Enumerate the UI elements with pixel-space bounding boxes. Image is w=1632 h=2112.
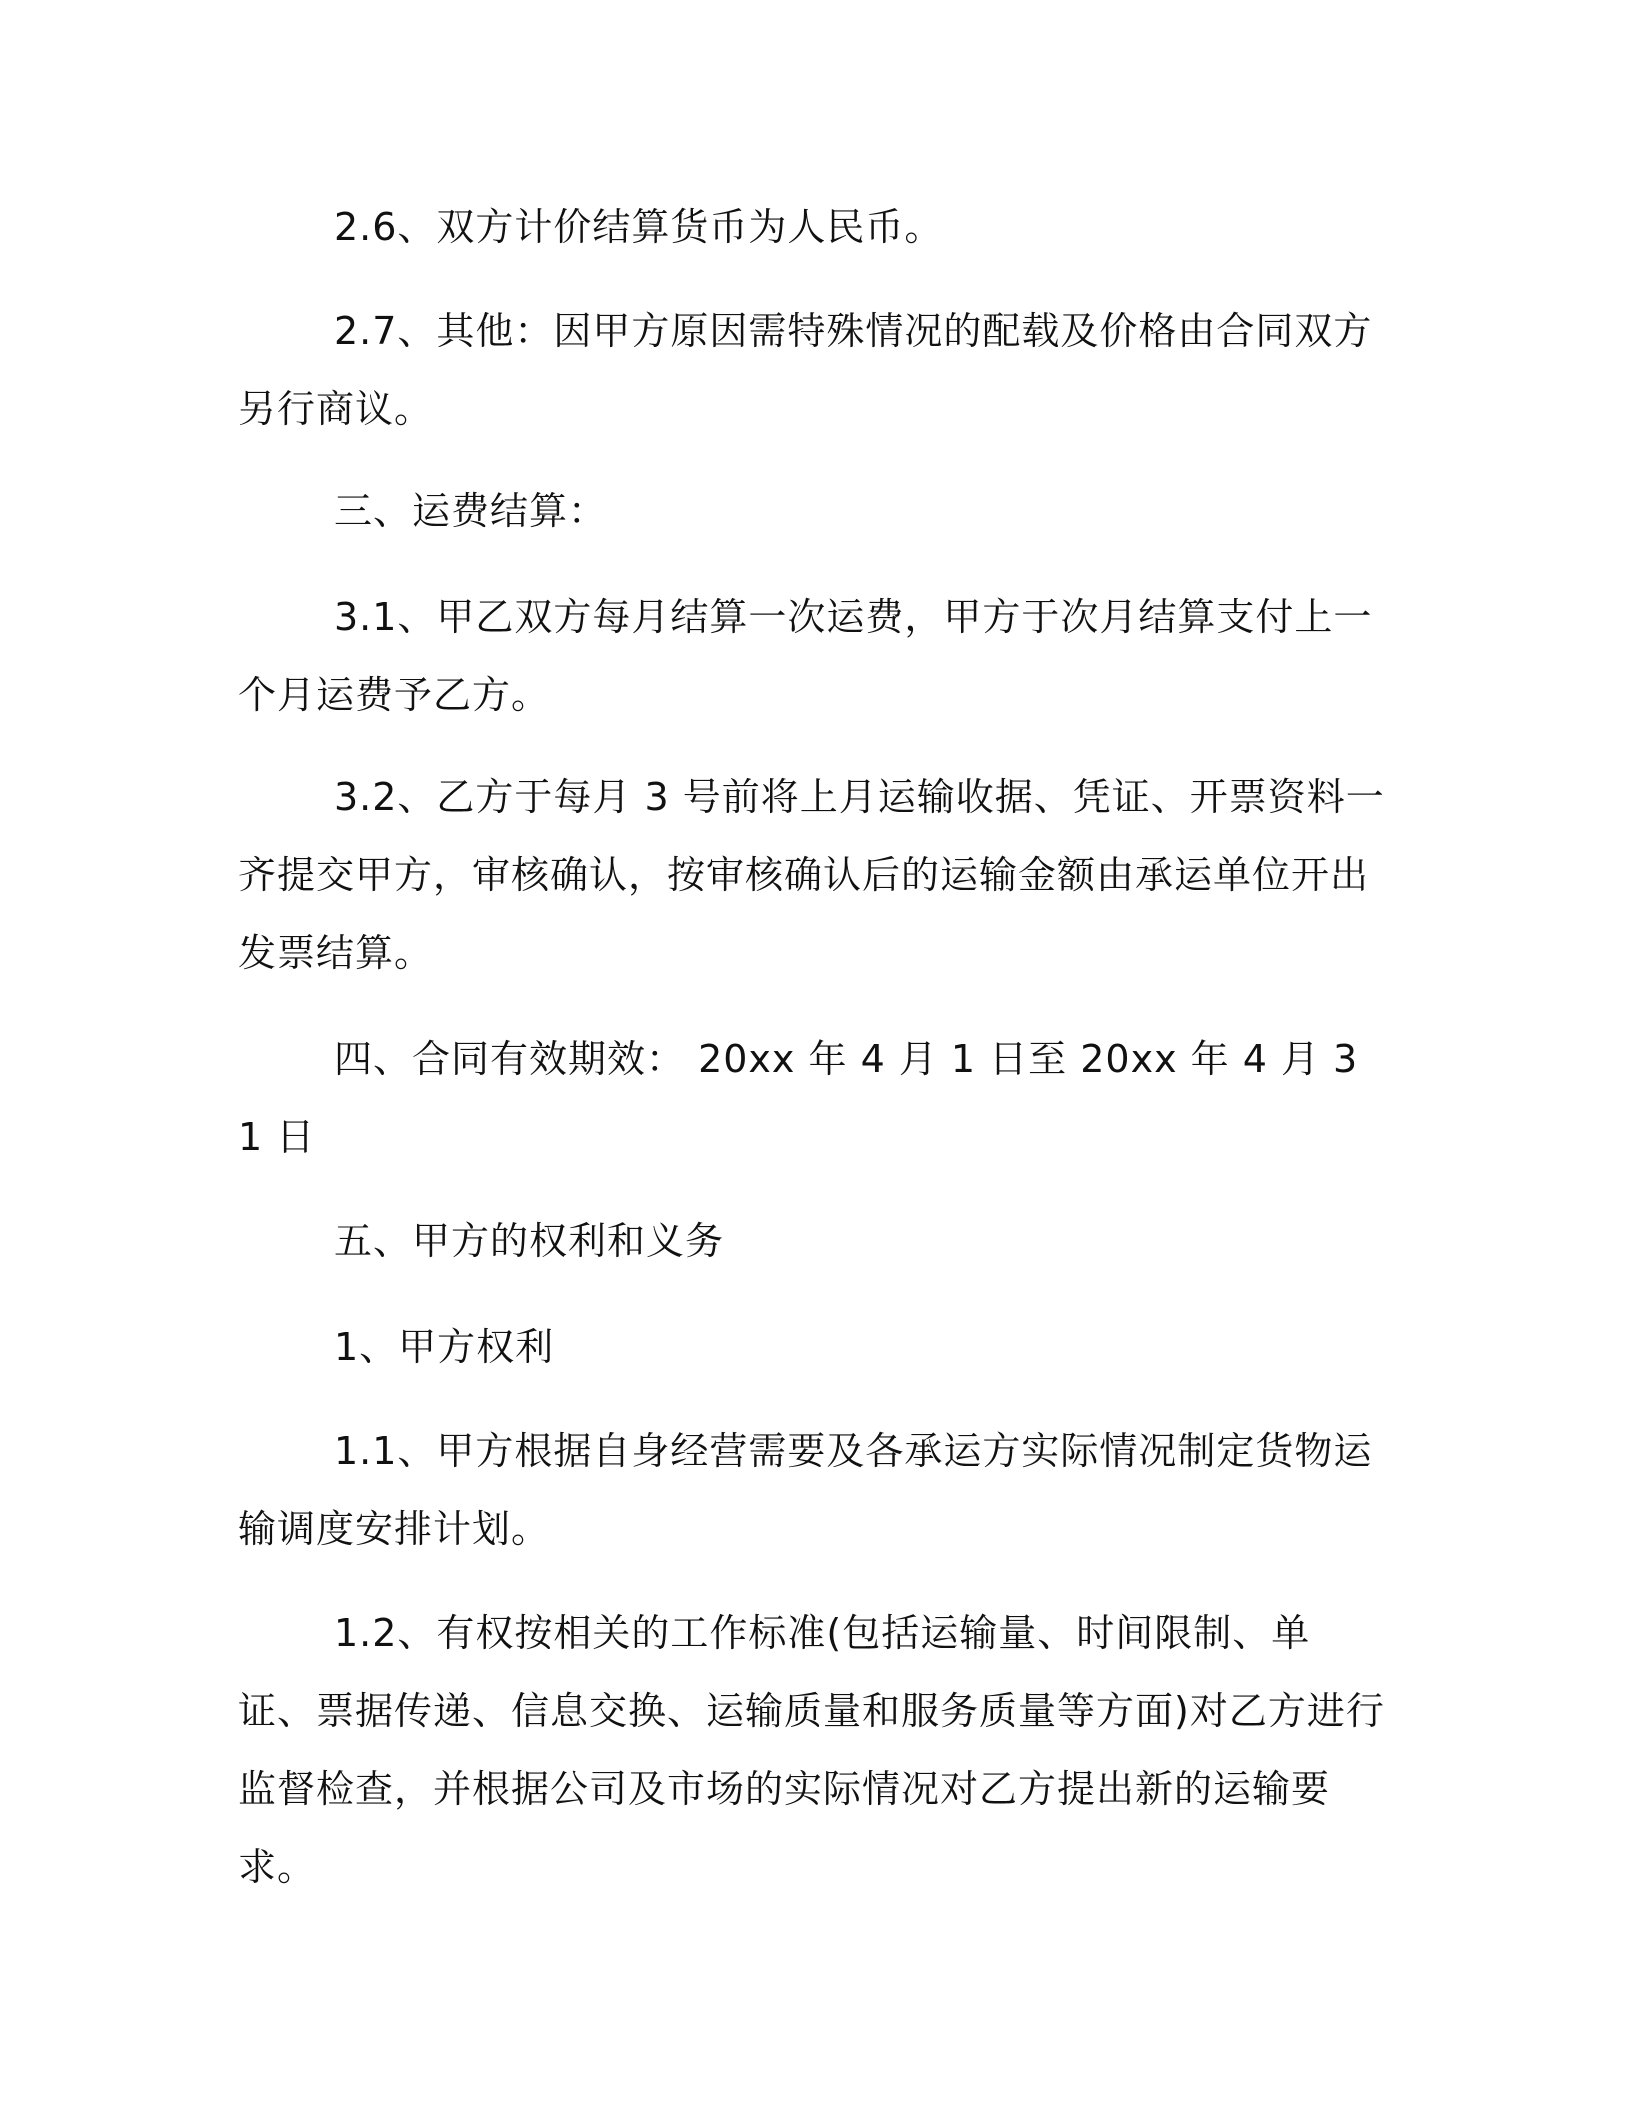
document-body (238, 188, 1388, 1906)
paragraph-3-2: 3.2、乙方于每月 3 号前将上月运输收据、凭证、开票资料一齐提交甲方，审核确认，按审核确认后的运输金额由承运单位开出发票结算。 (238, 775, 1385, 975)
section-heading-party-a-rights-obligations: 五、甲方的权利和义务 (334, 1219, 725, 1263)
section-contract-validity: 四、合同有效期效： 20xx 年 4 月 1 日至 20xx 年 4 月 3 1 日 (238, 1037, 1359, 1159)
paragraph-1-2: 1.2、有权按相关的工作标准(包括运输量、时间限制、单证、票据传递、信息交换、运输质量和服务质量等方面)对乙方进行监督检查，并根据公司及市场的实际情况对乙方提出新的运输要求。 (238, 1611, 1385, 1889)
paragraph-1-1: 1.1、甲方根据自身经营需要及各承运方实际情况制定货物运输调度安排计划。 (238, 1429, 1373, 1551)
paragraph-2-7: 2.7、其他：因甲方原因需特殊情况的配载及价格由合同双方另行商议。 (238, 309, 1373, 431)
paragraph-2-6: 2.6、双方计价结算货币为人民币。 (334, 205, 944, 249)
paragraph-3-1: 3.1、甲乙双方每月结算一次运费，甲方于次月结算支付上一个月运费予乙方。 (238, 595, 1373, 717)
section-heading-freight-settlement: 三、运费结算： (334, 489, 608, 533)
subheading-party-a-rights: 1、甲方权利 (334, 1325, 555, 1369)
